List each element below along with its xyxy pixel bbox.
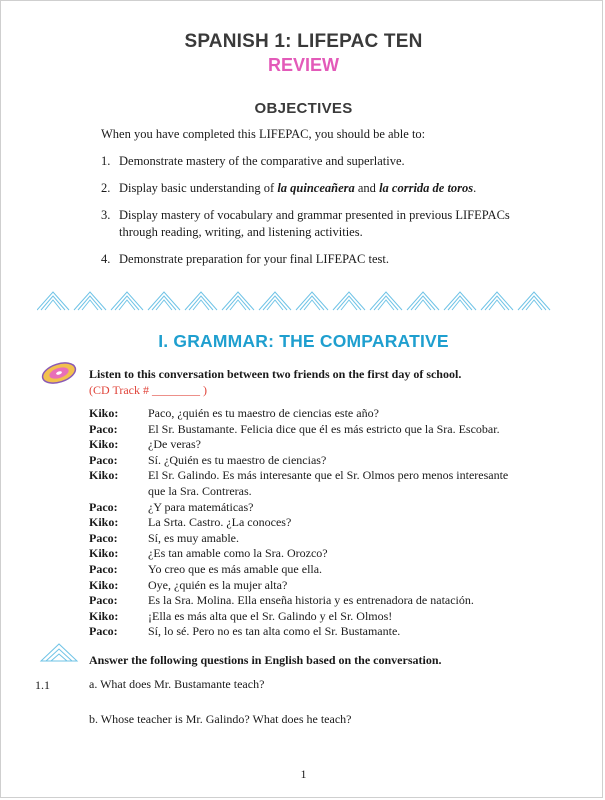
utterance: ¿Es tan amable como la Sra. Orozco?	[148, 546, 328, 561]
dialogue-line	[89, 453, 559, 469]
dialogue-line	[89, 609, 559, 625]
divider-triangle	[152, 296, 176, 310]
divider-triangle	[74, 292, 106, 310]
divider-triangle	[518, 292, 550, 310]
objective-text: Display mastery of vocabulary and grammar presented in previous LIFEPACs through reading, writing, and listening activities.	[119, 208, 510, 239]
utterance: El Sr. Bustamante. Felicia dice que él es más estricto que la Sra. Escobar.	[148, 421, 500, 436]
utterance: Paco, ¿quién es tu maestro de ciencias este año?	[148, 406, 379, 420]
objective-item	[101, 180, 521, 197]
dialogue-line	[89, 422, 559, 438]
divider-triangle	[222, 292, 254, 310]
speaker: Paco:	[89, 421, 118, 436]
divider-triangle	[230, 300, 246, 310]
divider-triangle	[45, 300, 61, 310]
utterance: Es la Sra. Molina. Ella enseña historia y es entrenadora de natación.	[148, 593, 474, 608]
divider-triangle	[259, 292, 291, 310]
objective-term: la corrida de toros	[379, 181, 474, 195]
divider-triangle	[115, 296, 139, 310]
dialogue	[89, 406, 559, 640]
divider-triangle	[78, 296, 102, 310]
divider-triangle	[189, 296, 213, 310]
divider-triangle	[148, 292, 180, 310]
utterance: Sí, lo sé. Pero no es tan alta como el Sr. Bustamante.	[148, 624, 401, 639]
speaker: Paco:	[89, 624, 118, 639]
divider-triangle	[411, 296, 435, 310]
divider-triangle	[185, 292, 217, 310]
objectives-list	[101, 153, 521, 278]
dialogue-line	[89, 531, 559, 547]
dialogue-line	[89, 578, 559, 594]
divider-triangle	[37, 292, 69, 310]
speaker: Paco:	[89, 561, 118, 576]
triangle-divider	[37, 291, 557, 311]
divider-triangle	[337, 296, 361, 310]
objective-number: 1.	[101, 154, 111, 168]
divider-triangle	[407, 292, 439, 310]
objective-term: la quinceañera	[277, 181, 355, 195]
speaker: Paco:	[89, 452, 118, 467]
divider-triangle	[156, 300, 172, 310]
question-b: b. Whose teacher is Mr. Galindo? What does he teach?	[89, 712, 352, 726]
divider-triangle	[374, 296, 398, 310]
speaker: Paco:	[89, 499, 118, 514]
page-number: 1	[300, 767, 307, 781]
speaker: Kiko:	[89, 468, 119, 483]
utterance: El Sr. Galindo. Es más interesante que el Sr. Olmos pero menos interesante	[148, 468, 509, 483]
divider-triangle	[378, 300, 394, 310]
objective-number: 2.	[101, 181, 111, 195]
speaker: Kiko:	[89, 608, 119, 623]
divider-triangle	[341, 300, 357, 310]
divider-triangle	[304, 300, 320, 310]
divider-triangle	[82, 300, 98, 310]
divider-triangle	[444, 292, 476, 310]
utterance: ¿Y para matemáticas?	[148, 499, 254, 514]
divider-triangle	[526, 300, 542, 310]
utterance: Sí, es muy amable.	[148, 530, 239, 545]
utterance: La Srta. Castro. ¿La conoces?	[148, 515, 292, 530]
cd-disc-icon	[39, 359, 79, 387]
listen-instruction: Listen to this conversation between two friends on the first day of school.	[89, 367, 462, 381]
objectives-intro: When you have completed this LIFEPAC, you should be able to:	[101, 127, 426, 141]
speaker: Kiko:	[89, 546, 119, 561]
triangle-pattern-icon	[39, 641, 79, 663]
dialogue-line	[89, 546, 559, 562]
utterance: Sí. ¿Quién es tu maestro de ciencias?	[148, 452, 327, 467]
divider-triangle	[415, 300, 431, 310]
dialogue-line	[89, 484, 559, 500]
dialogue-line	[89, 437, 559, 453]
objective-text: Demonstrate mastery of the comparative and superlative.	[119, 154, 405, 168]
objective-item	[101, 207, 521, 241]
dialogue-line	[89, 406, 559, 422]
dialogue-line	[89, 515, 559, 531]
divider-triangle	[489, 300, 505, 310]
utterance: ¡Ella es más alta que el Sr. Galindo y el Sr. Olmos!	[148, 608, 393, 623]
objective-text-part: and	[354, 181, 380, 195]
divider-triangle	[481, 292, 513, 310]
divider-triangle	[119, 300, 135, 310]
page-title: SPANISH 1: LIFEPAC TEN	[184, 31, 423, 52]
cd-track-label: (CD Track # ________ )	[89, 383, 208, 397]
divider-triangle	[267, 300, 283, 310]
divider-triangle	[333, 292, 365, 310]
objective-item	[101, 153, 521, 170]
divider-triangle	[370, 292, 402, 310]
divider-triangle	[111, 292, 143, 310]
section-heading: I. GRAMMAR: THE COMPARATIVE	[158, 331, 449, 351]
utterance: Oye, ¿quién es la mujer alta?	[148, 577, 288, 592]
question-a: a. What does Mr. Bustamante teach?	[89, 677, 265, 691]
objectives-heading: OBJECTIVES	[254, 100, 353, 117]
objective-text-part: .	[473, 181, 477, 195]
dialogue-line	[89, 624, 559, 640]
utterance: Yo creo que es más amable que ella.	[148, 561, 323, 576]
divider-triangle	[226, 296, 250, 310]
objective-text	[119, 180, 521, 197]
speaker: Kiko:	[89, 406, 119, 420]
divider-triangle	[452, 300, 468, 310]
objective-number: 3.	[101, 208, 111, 222]
divider-triangle	[448, 296, 472, 310]
divider-triangle	[193, 300, 209, 310]
objective-text: Demonstrate preparation for your final LIFEPAC test.	[119, 252, 389, 266]
speaker: Paco:	[89, 593, 118, 608]
question-number: 1.1	[35, 678, 50, 692]
page-subtitle: REVIEW	[267, 55, 339, 75]
utterance: que la Sra. Contreras.	[148, 483, 252, 498]
objective-item	[101, 251, 521, 268]
speaker: Paco:	[89, 530, 118, 545]
speaker	[89, 484, 148, 500]
objective-text-part: Display basic understanding of	[119, 181, 278, 195]
divider-triangle	[41, 296, 65, 310]
answer-instruction: Answer the following questions in English based on the conversation.	[89, 653, 442, 667]
objective-number: 4.	[101, 252, 111, 266]
utterance: ¿De veras?	[148, 437, 201, 452]
divider-triangle	[485, 296, 509, 310]
divider-triangle	[263, 296, 287, 310]
speaker: Kiko:	[89, 577, 119, 592]
divider-triangle	[522, 296, 546, 310]
divider-triangle	[296, 292, 328, 310]
dialogue-line	[89, 562, 559, 578]
dialogue-line	[89, 593, 559, 609]
divider-triangle	[300, 296, 324, 310]
dialogue-line	[89, 468, 559, 484]
speaker: Kiko:	[89, 515, 119, 530]
speaker: Kiko:	[89, 437, 119, 452]
dialogue-line	[89, 500, 559, 516]
